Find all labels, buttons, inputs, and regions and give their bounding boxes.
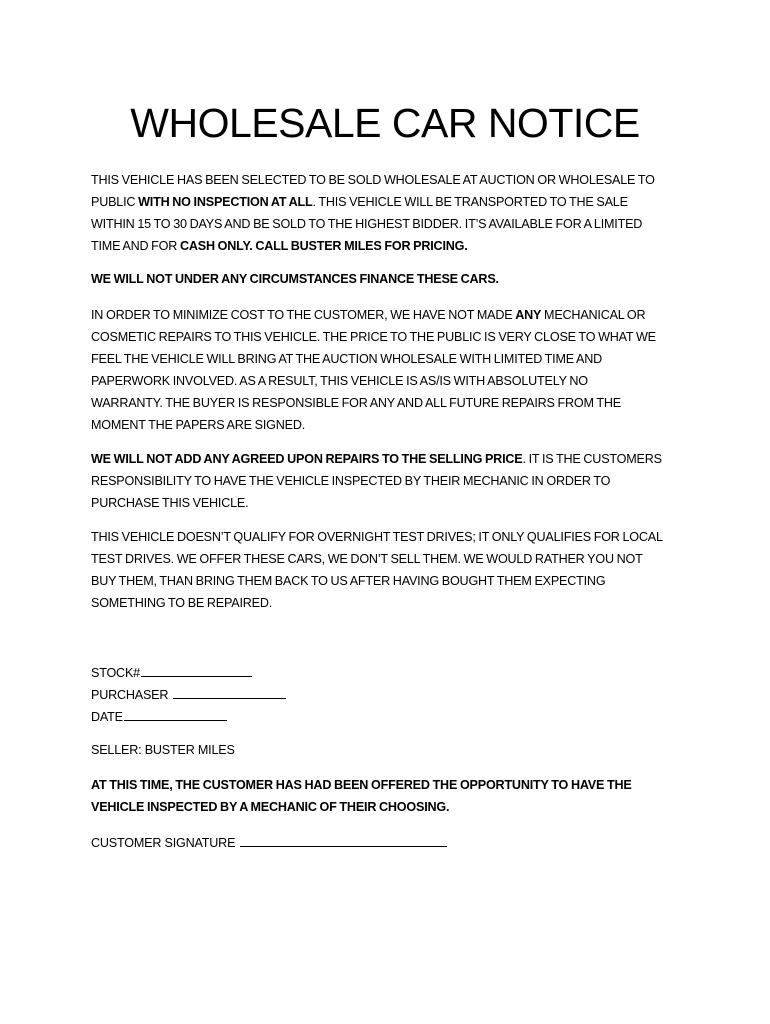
customer-signature-field <box>91 832 447 855</box>
text-line: WARRANTY. THE BUYER IS RESPONSIBLE FOR ANY AND ALL FUTURE REPAIRS FROM THE <box>91 395 621 410</box>
purchaser-label: PURCHASER <box>91 688 172 702</box>
paragraph-test-drives <box>91 527 691 615</box>
paragraph-wholesale-intro <box>91 170 691 258</box>
text-line: TEST DRIVES. WE OFFER THESE CARS, WE DON’T SELL THEM. WE WOULD RATHER YOU NOT <box>91 551 643 566</box>
date-label: DATE <box>91 710 123 724</box>
text-line: MOMENT THE PAPERS ARE SIGNED. <box>91 417 306 432</box>
stock-field <box>91 662 252 685</box>
text-run: MECHANICAL OR <box>541 308 646 322</box>
text-run: IN ORDER TO MINIMIZE COST TO THE CUSTOMER, WE HAVE NOT MADE <box>91 308 516 322</box>
purchaser-input-line[interactable] <box>173 684 286 699</box>
text-line: THIS VEHICLE DOESN’T QUALIFY FOR OVERNIGHT TEST DRIVES; IT ONLY QUALIFIES FOR LOCAL <box>91 530 663 544</box>
text-line: COSMETIC REPAIRS TO THIS VEHICLE. THE PRICE TO THE PUBLIC IS VERY CLOSE TO WHAT WE <box>91 329 656 344</box>
text-run: . THIS VEHICLE WILL BE TRANSPORTED TO THE SALE <box>312 194 628 209</box>
paragraph-inspection-responsibility <box>91 449 691 515</box>
text-line: THIS VEHICLE HAS BEEN SELECTED TO BE SOLD WHOLESALE AT AUCTION OR WHOLESALE TO <box>91 173 655 187</box>
bold-text: VEHICLE INSPECTED BY A MECHANIC OF THEIR CHOOSING. <box>91 799 450 814</box>
date-input-line[interactable] <box>124 706 227 721</box>
paragraph-inspection-offer <box>91 775 691 819</box>
text-run: TIME AND FOR <box>91 238 180 253</box>
document-title: WHOLESALE CAR NOTICE <box>130 100 640 146</box>
signature-label: CUSTOMER SIGNATURE <box>91 836 239 850</box>
text-line: RESPONSIBILITY TO HAVE THE VEHICLE INSPECTED BY THEIR MECHANIC IN ORDER TO <box>91 473 611 488</box>
text-line: SOMETHING TO BE REPAIRED. <box>91 595 273 610</box>
date-field <box>91 706 227 729</box>
text-run: PUBLIC <box>91 194 139 209</box>
stock-input-line[interactable] <box>141 662 252 677</box>
bold-text: WE WILL NOT ADD ANY AGREED UPON REPAIRS TO THE SELLING PRICE <box>91 452 523 466</box>
bold-text: AT THIS TIME, THE CUSTOMER HAS HAD BEEN OFFERED THE OPPORTUNITY TO HAVE THE <box>91 778 632 792</box>
text-run: . IT IS THE CUSTOMERS <box>522 452 662 466</box>
text-line <box>91 449 691 471</box>
text-line: PAPERWORK INVOLVED. AS A RESULT, THIS VEHICLE IS AS/IS WITH ABSOLUTELY NO <box>91 373 588 388</box>
paragraph-no-financing <box>91 269 691 291</box>
text-line <box>91 192 691 214</box>
text-line <box>91 236 691 258</box>
signature-input-line[interactable] <box>240 832 447 847</box>
bold-text: WE WILL NOT UNDER ANY CIRCUMSTANCES FINANCE THESE CARS. <box>91 272 499 286</box>
text-line: FEEL THE VEHICLE WILL BRING AT THE AUCTION WHOLESALE WITH LIMITED TIME AND <box>91 351 603 366</box>
text-line: PURCHASE THIS VEHICLE. <box>91 495 249 510</box>
bold-text: CASH ONLY. CALL BUSTER MILES FOR PRICING. <box>179 238 468 253</box>
paragraph-no-repairs <box>91 305 691 436</box>
purchaser-field <box>91 684 286 707</box>
bold-text: WITH NO INSPECTION AT ALL <box>138 194 313 209</box>
stock-label: STOCK# <box>91 666 140 680</box>
text-line <box>91 305 691 327</box>
text-line: WITHIN 15 TO 30 DAYS AND BE SOLD TO THE HIGHEST BIDDER. IT’S AVAILABLE FOR A LIMITED <box>91 216 643 231</box>
seller-line: SELLER: BUSTER MILES <box>91 743 235 757</box>
bold-text: ANY <box>515 308 542 322</box>
text-line: BUY THEM, THAN BRING THEM BACK TO US AFTER HAVING BOUGHT THEM EXPECTING <box>91 573 606 588</box>
